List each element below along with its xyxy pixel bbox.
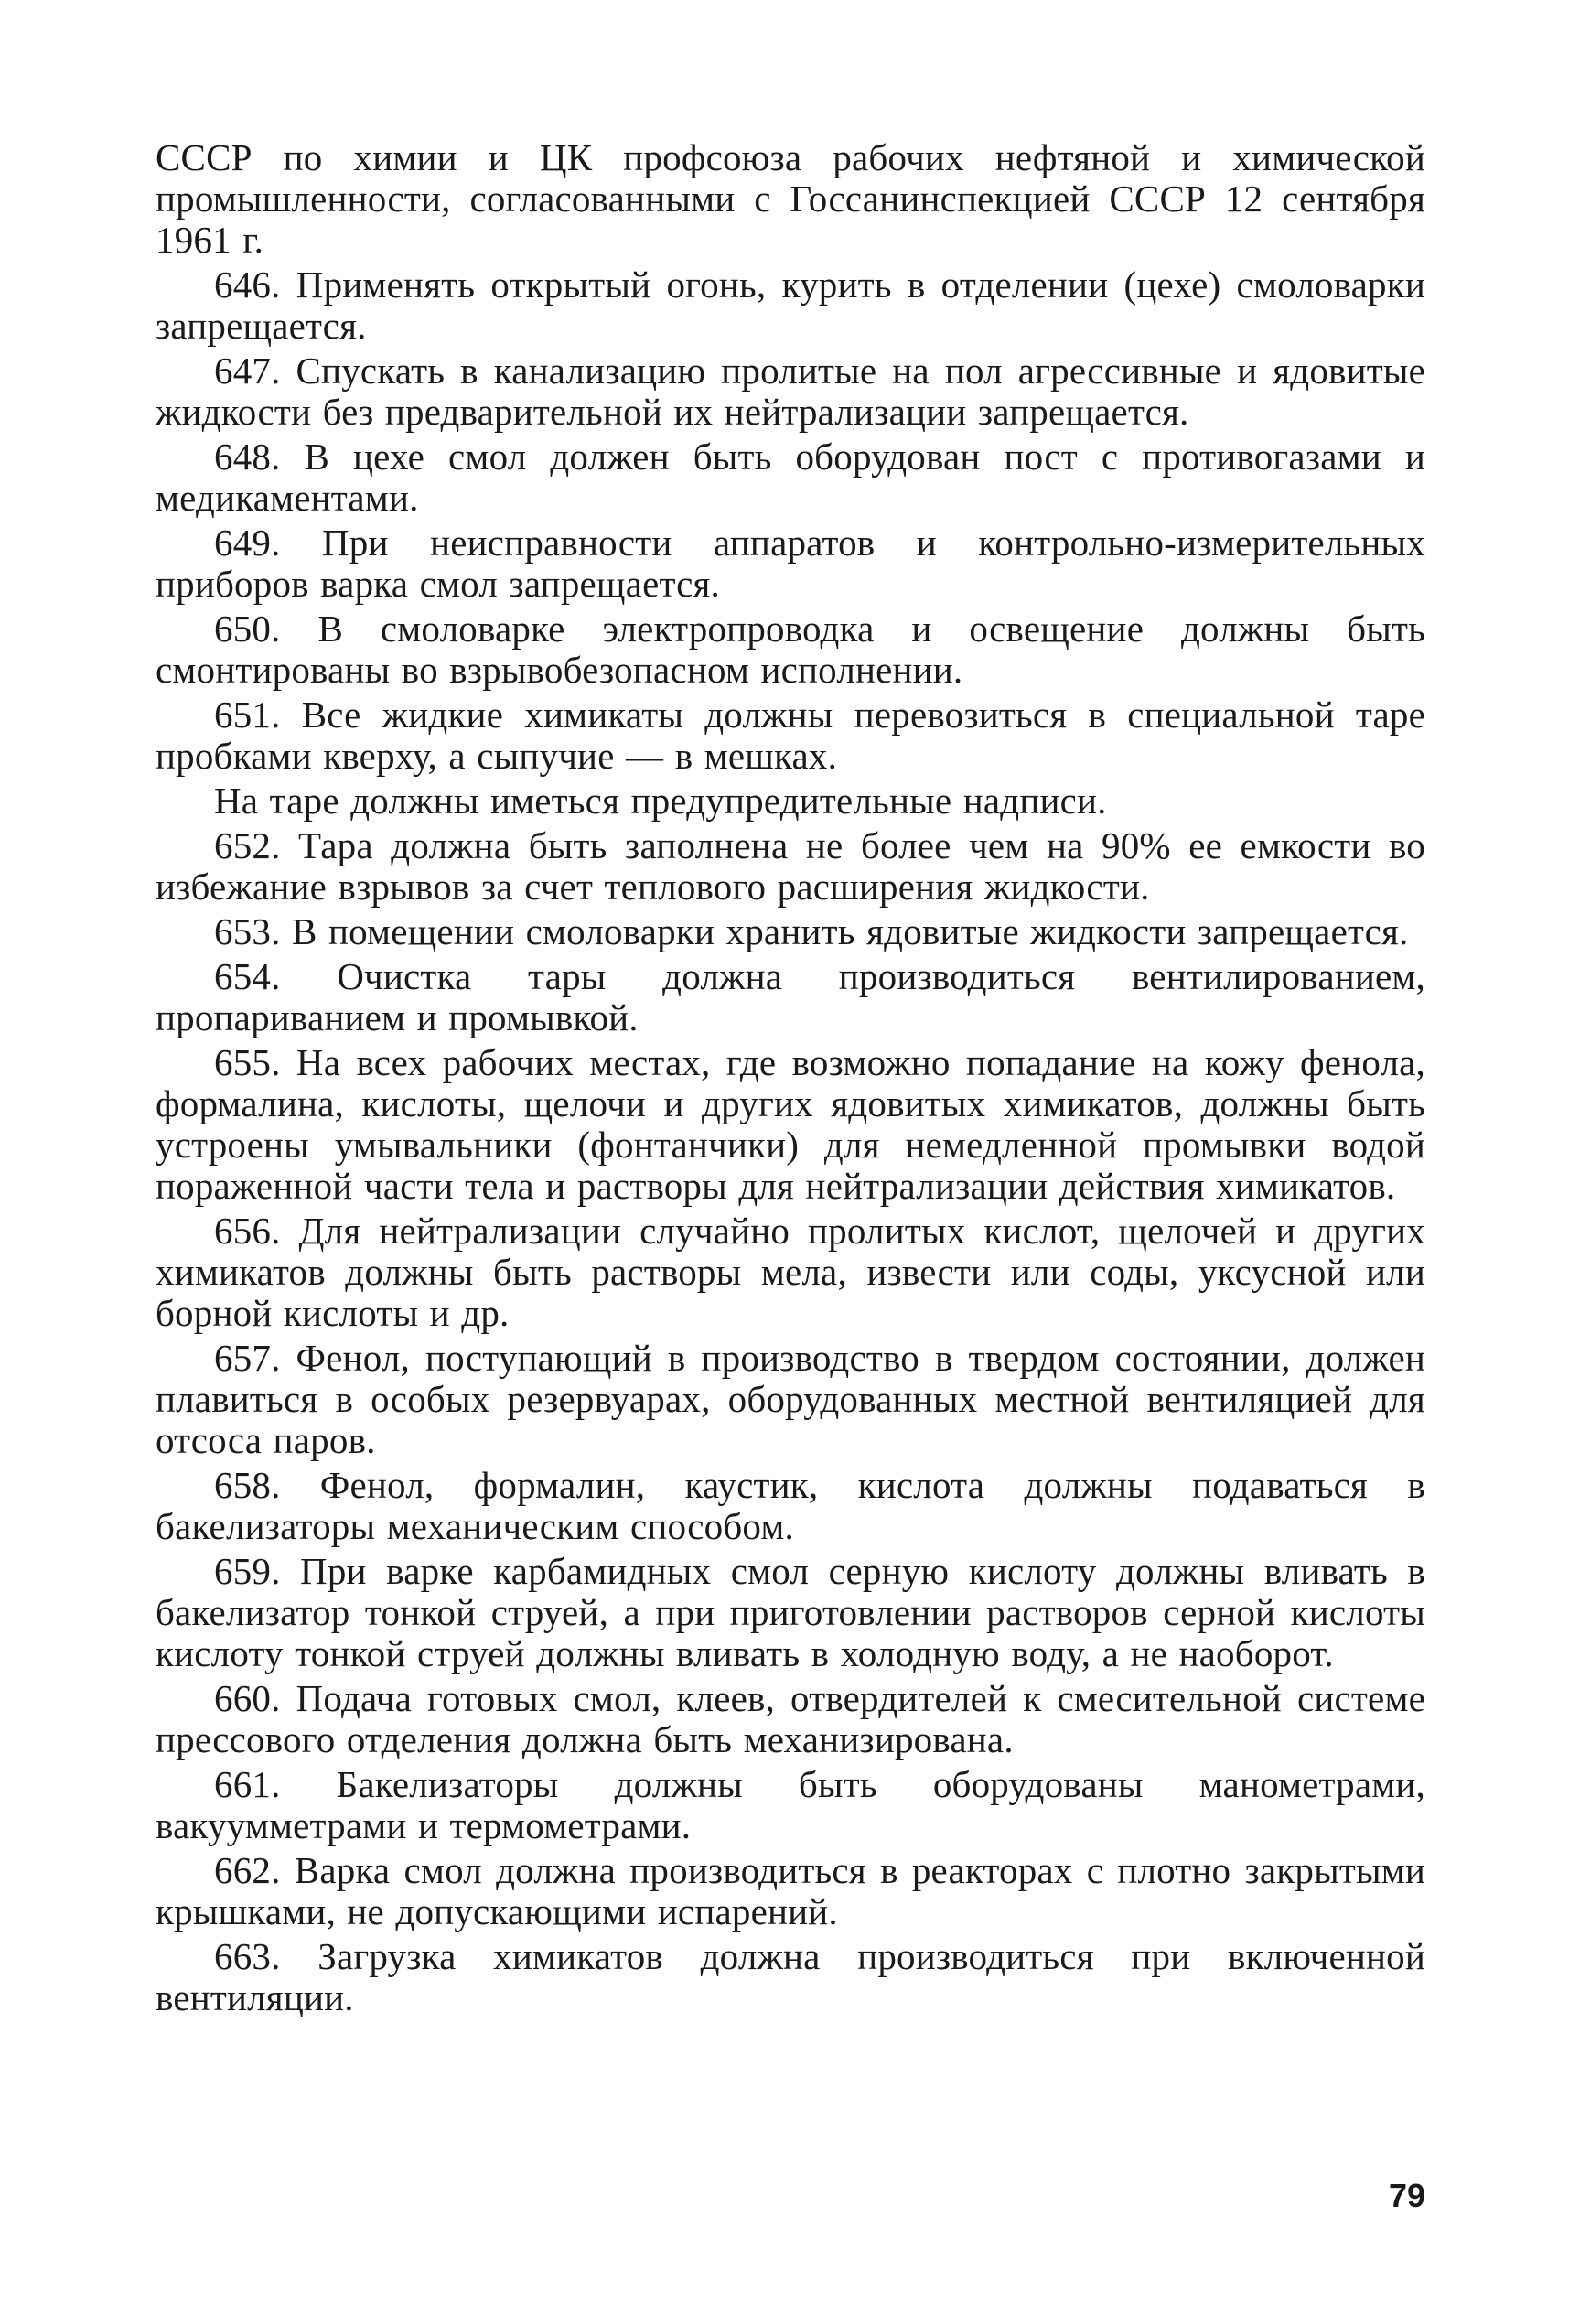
- paragraph-660: 660. Подача готовых смол, клеев, отвердителей к смесительной системе прессового отделения должна быть механизирована.: [156, 1677, 1425, 1760]
- paragraph-663: 663. Загрузка химикатов должна производиться при включенной вентиляции.: [156, 1935, 1425, 2018]
- paragraph-653: 653. В помещении смоловарки хранить ядовитые жидкости запрещается.: [214, 910, 1409, 952]
- paragraph-651: 651. Все жидкие химикаты должны перевозиться в специальной таре пробками кверху, а сыпучие — в мешках.: [156, 694, 1425, 777]
- paragraph-658: 658. Фенол, формалин, каустик, кислота должны подаваться в бакелизаторы механическим способом.: [156, 1464, 1425, 1547]
- page-text-body: [156, 137, 1425, 2018]
- paragraph-648: 648. В цехе смол должен быть оборудован пост с противогазами и медикаментами.: [156, 436, 1425, 519]
- document-page: [156, 137, 1425, 2242]
- paragraph-651-note: На таре должны иметься предупредительные надписи.: [214, 780, 1107, 822]
- paragraph-655: 655. На всех рабочих местах, где возможно попадание на кожу фенола, формалина, кислоты, щелочи и других ядовитых химикатов, должны быть устроены умывальники (фонтанчики) для немедленной промывки водой пораженной части тела и растворы для нейтрализации действия химикатов.: [156, 1041, 1425, 1207]
- paragraph-656: 656. Для нейтрализации случайно пролитых кислот, щелочей и других химикатов должны быть растворы мела, извести или соды, уксусной или борной кислоты и др.: [156, 1210, 1425, 1334]
- paragraph-646: 646. Применять открытый огонь, курить в отделении (цехе) смоловарки запрещается.: [156, 264, 1425, 347]
- paragraph-650: 650. В смоловарке электропроводка и освещение должны быть смонтированы во взрывобезопасном исполнении.: [156, 608, 1425, 691]
- paragraph-662: 662. Варка смол должна производиться в реакторах с плотно закрытыми крышками, не допускающими испарений.: [156, 1849, 1425, 1932]
- paragraph-647: 647. Спускать в канализацию пролитые на пол агрессивные и ядовитые жидкости без предварительной их нейтрализации запрещается.: [156, 350, 1425, 433]
- page-number: 79: [1388, 2177, 1425, 2214]
- paragraph-657: 657. Фенол, поступающий в производство в твердом состоянии, должен плавиться в особых резервуарах, оборудованных местной вентиляцией для отсоса паров.: [156, 1337, 1425, 1461]
- paragraph-649: 649. При неисправности аппаратов и контрольно-измерительных приборов варка смол запрещается.: [156, 522, 1425, 605]
- paragraph-661: 661. Бакелизаторы должны быть оборудованы манометрами, вакуумметрами и термометрами.: [156, 1763, 1425, 1846]
- paragraph-continuation: СССР по химии и ЦК профсоюза рабочих нефтяной и химической промышленности, согласованными с Госсанинспекцией СССР 12 сентября 1961 г.: [156, 136, 1425, 261]
- paragraph-654: 654. Очистка тары должна производиться вентилированием, пропариванием и промывкой.: [156, 955, 1425, 1038]
- paragraph-652: 652. Тара должна быть заполнена не более чем на 90% ее емкости во избежание взрывов за счет теплового расширения жидкости.: [156, 824, 1425, 908]
- paragraph-659: 659. При варке карбамидных смол серную кислоту должны вливать в бакелизатор тонкой струей, а при приготовлении растворов серной кислоты кислоту тонкой струей должны вливать в холодную воду, а не наоборот.: [156, 1550, 1425, 1674]
